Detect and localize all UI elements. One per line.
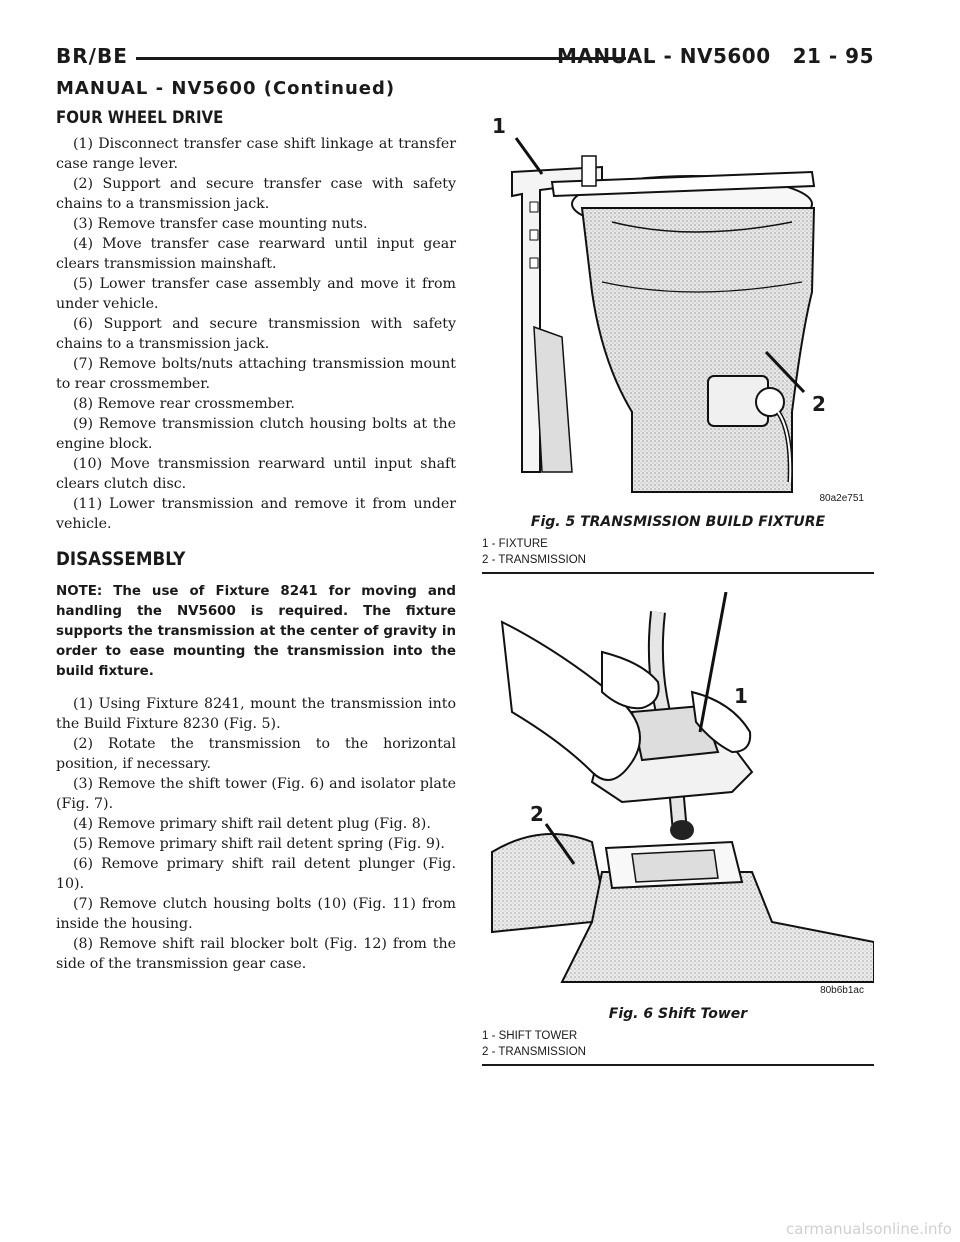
header-page-number: 21 - 95 bbox=[792, 44, 874, 68]
fig6-legend bbox=[482, 1028, 874, 1066]
step: (5) Remove primary shift rail detent spring (Fig. 9). bbox=[73, 836, 445, 852]
step: (11) Lower transmission and remove it from under vehicle. bbox=[56, 496, 456, 532]
step: (8) Remove shift rail blocker bolt (Fig. 12) from the side of the transmission gear case. bbox=[56, 936, 456, 972]
fig6-illustration bbox=[482, 592, 874, 1002]
watermark: carmanualsonline.info bbox=[786, 1220, 952, 1238]
fig6-callout-2: 2 bbox=[530, 802, 544, 826]
fig5-drawing bbox=[482, 112, 874, 510]
fig5-illustration bbox=[482, 112, 874, 510]
text-column bbox=[56, 108, 456, 974]
step: (7) Remove bolts/nuts attaching transmission mount to rear crossmember. bbox=[56, 356, 456, 392]
fig6-legend-item: 1 - SHIFT TOWER bbox=[482, 1030, 578, 1042]
step: (2) Rotate the transmission to the horizontal position, if necessary. bbox=[56, 736, 456, 772]
step: (1) Using Fixture 8241, mount the transmission into the Build Fixture 8230 (Fig. 5). bbox=[56, 696, 456, 732]
step: (7) Remove clutch housing bolts (10) (Fig. 11) from inside the housing. bbox=[56, 896, 456, 932]
fig5-code: 80a2e751 bbox=[819, 493, 864, 504]
header-rule bbox=[136, 57, 626, 60]
continued-title: MANUAL - NV5600 (Continued) bbox=[56, 78, 396, 99]
header-section bbox=[557, 44, 874, 68]
disassembly-heading: DISASSEMBLY bbox=[56, 548, 186, 570]
figure-6 bbox=[482, 592, 874, 1066]
fig6-legend-item: 2 - TRANSMISSION bbox=[482, 1046, 586, 1058]
fig6-code: 80b6b1ac bbox=[820, 985, 864, 996]
header-model: BR/BE bbox=[56, 44, 128, 68]
fig6-caption: Fig. 6 Shift Tower bbox=[608, 1006, 748, 1022]
step: (4) Remove primary shift rail detent plug (Fig. 8). bbox=[73, 816, 431, 832]
fig6-drawing bbox=[482, 592, 874, 1002]
step: (10) Move transmission rearward until input shaft clears clutch disc. bbox=[56, 456, 456, 492]
fig5-legend bbox=[482, 536, 874, 574]
disassembly-note: NOTE: The use of Fixture 8241 for moving and handling the NV5600 is required. The fixture supports the transmission at the center of gravity in order to ease mounting the transmission into the build fixture. bbox=[56, 584, 456, 679]
four-wheel-drive-steps bbox=[56, 134, 456, 534]
step: (6) Support and secure transmission with safety chains to a transmission jack. bbox=[56, 316, 456, 352]
figure-5 bbox=[482, 112, 874, 574]
step: (3) Remove the shift tower (Fig. 6) and isolator plate (Fig. 7). bbox=[56, 776, 456, 812]
fig5-caption: Fig. 5 TRANSMISSION BUILD FIXTURE bbox=[530, 514, 826, 530]
four-wheel-drive-heading: FOUR WHEEL DRIVE bbox=[56, 108, 224, 128]
step: (8) Remove rear crossmember. bbox=[73, 396, 295, 412]
fig5-callout-1: 1 bbox=[492, 114, 506, 138]
step: (1) Disconnect transfer case shift linkage at transfer case range lever. bbox=[56, 136, 456, 172]
fig5-callout-2: 2 bbox=[812, 392, 826, 416]
fig6-callout-1: 1 bbox=[734, 684, 748, 708]
page-header bbox=[56, 44, 874, 72]
disassembly-steps bbox=[56, 694, 456, 974]
step: (4) Move transfer case rearward until input gear clears transmission mainshaft. bbox=[56, 236, 456, 272]
fig5-leader-1 bbox=[516, 138, 542, 174]
step: (9) Remove transmission clutch housing bolts at the engine block. bbox=[56, 416, 456, 452]
fig5-legend-item: 1 - FIXTURE bbox=[482, 538, 548, 550]
fig5-legend-item: 2 - TRANSMISSION bbox=[482, 554, 586, 566]
step: (2) Support and secure transfer case with safety chains to a transmission jack. bbox=[56, 176, 456, 212]
header-section-title: MANUAL - NV5600 bbox=[557, 44, 771, 68]
step: (3) Remove transfer case mounting nuts. bbox=[73, 216, 368, 232]
step: (5) Lower transfer case assembly and move it from under vehicle. bbox=[56, 276, 456, 312]
step: (6) Remove primary shift rail detent plunger (Fig. 10). bbox=[56, 856, 456, 892]
